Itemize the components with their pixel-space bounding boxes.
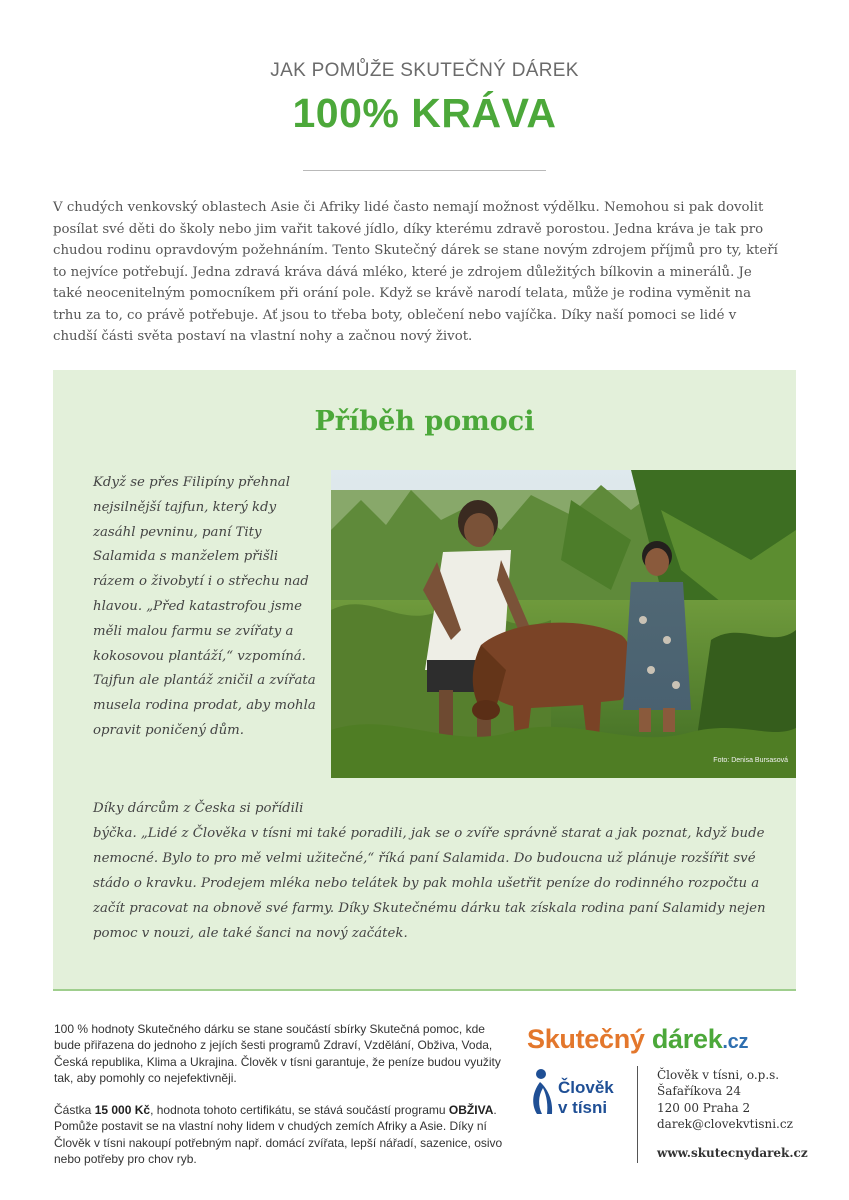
story-photo-illustration (331, 470, 796, 778)
intro-paragraph: V chudých venkovský oblastech Asie či Afriky lidé často nemají možnost výdělku. Nemohou si pak dovolit posílat své děti do školy nebo jim vařit takové jídlo, díky kterému zdravě porostou. Jedna kráva je tak pro chudou rodinu opravdovým požehnáním. Tento Skutečný dárek se stane novým zdrojem příjmů pro ty, kteří to nejvíce potřebují. Jedna zdravá kráva dává mléko, které je zdrojem důležitých bílkovin a minerálů. Je také neocenitelným pomocníkem při orání pole. Když se krávě narodí telata, může je rodina vyměnit na trhu za to, co právě potřebuje. Ať jsou to třeba boty, oblečení nebo vajíčka. Díky naší pomoci se lidé v chudší části světa postaví na vlastní nohy a začnou nový život. (53, 200, 778, 344)
footer-paragraph-2 (54, 1102, 514, 1167)
title-divider (303, 170, 546, 171)
brand-part-2: dárek (651, 1024, 723, 1054)
program-name: OBŽIVA (448, 1103, 494, 1118)
footer-p2-text-b: , hodnota tohoto certifikátu, se stává součástí programu (150, 1103, 449, 1118)
certificate-amount: 15 000 Kč (94, 1103, 151, 1118)
contact-email[interactable]: darek@clovekvtisni.cz (657, 1116, 793, 1131)
story-panel-divider (53, 989, 796, 991)
website-link[interactable]: www.skutecnydarek.cz (657, 1146, 808, 1160)
clovek-v-tisni-logo-text (558, 1078, 614, 1118)
story-text-line: Díky dárcům z Česka si pořídili (93, 801, 304, 816)
footer-info (54, 1021, 514, 1167)
address-line: 120 00 Praha 2 (657, 1100, 751, 1115)
organization-address (657, 1067, 793, 1132)
footer-vertical-divider (637, 1066, 638, 1163)
brand-part-3: .cz (722, 1031, 749, 1053)
footer-p2-text-a: Částka (54, 1103, 95, 1118)
story-left-text: Když se přes Filipíny přehnal nejsilnější tajfun, který kdy zasáhl pevninu, paní Tity Salamida s manželem přišli rázem o živobytí i o střechu nad hlavou. „Před katastrofou jsme měli malou farmu se zvířaty a kokosovou plantáží,“ vzpomíná. Tajfun ale plantáž zničil a zvířata musela rodina prodat, aby mohla opravit poničený dům. (93, 475, 316, 738)
page-title: 100% KRÁVA (292, 90, 557, 136)
address-line: Šafaříkova 24 (657, 1084, 742, 1099)
brand-part-1: Skutečný (527, 1024, 645, 1054)
story-text-continued: býčka. „Lidé z Člověka v tísni mi také poradili, jak se o zvíře správně starat a jak poznat, když bude nemocné. Bylo to pro mě velmi užitečné,“ říká paní Salamida. Do budoucna už plánuje rozšířit své stádo o kravku. Prodejem mléka nebo telátek by pak mohla ušetřit peníze do rodinného rozpočtu a začít pracovat na obnově své farmy. Díky Skutečnému dárku tak získala rodina paní Salamidy nejen pomoc v nouzi, ale také šanci na nový začátek. (93, 826, 766, 941)
ct-logo-line-1: Člověk (558, 1078, 614, 1097)
skutecny-darek-logo (527, 1024, 748, 1055)
ct-logo-line-2: v tísni (558, 1098, 608, 1117)
photo-credit: Foto: Denisa Bursasová (713, 757, 788, 764)
story-photo (331, 470, 796, 778)
footer-paragraph-1: 100 % hodnoty Skutečného dárku se stane součástí sbírky Skutečná pomoc, kde bude přiřazena do jednoho z jejích šesti programů Zdraví, Vzdělání, Obživa, Voda, Česká republika, Klima a Ukrajina. Člověk v tísni garantuje, že peníze budou využity tak, aby pomohly co nejefektivněji. (54, 1022, 501, 1085)
footer-p2-text-c: . Pomůže postavit se na vlastní nohy lidem v chudých zemích Afriky a Asie. Díky ní Člověk v tísni nakoupí potřebným např. domácí zvířata, lepší nářadí, sazenice, osivo nebo potřeby pro chov ryb. (54, 1103, 503, 1167)
story-title: Příběh pomoci (314, 406, 535, 437)
page-supertitle: JAK POMŮŽE SKUTEČNÝ DÁREK (270, 60, 579, 81)
address-line: Člověk v tísni, o.p.s. (657, 1068, 780, 1082)
